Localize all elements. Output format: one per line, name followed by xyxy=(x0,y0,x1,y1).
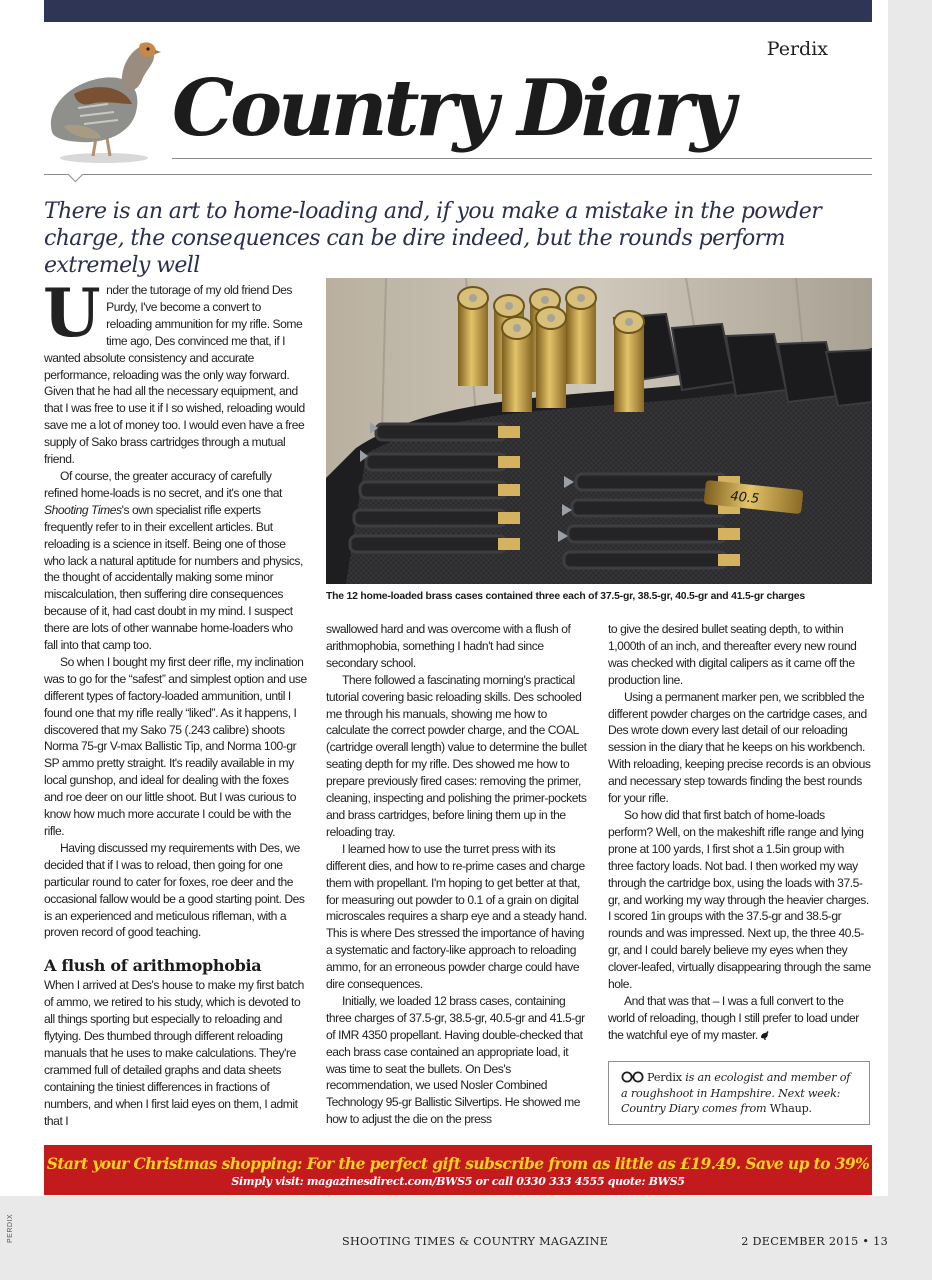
paragraph: So when I bought my first deer rifle, my inclination was to go for the “safest” and simplest option and use different types of factory-loaded ammunition, until I found one that my rifle really “liked”. As it happens, I discovered that my Sako 75 (.243 calibre) shoots Norma 75-gr V-max Ballistic Tip, and Norma 100-gr SP ammo pretty straight. It's readily available in my local gunshop, and ideal for dealing with the foxes and roe deer on our little shoot. But I was curious to know how much more accurate I could be with the rifle. xyxy=(44,654,307,838)
paragraph: So how did that first batch of home-loads perform? Well, on the makeshift rifle range and lying prone at 100 yards, I first shot a 1.5in group with three factory loads. Not bad. I then worked my way through the cartridge box, using the loads with 37.5-gr, and working my way through the heavier charges. I scored 1in groups with the 37.5-gr and 38.5-gr rounds and was impressed. Next up, the three 40.5-gr, and I could barely believe my eyes when they clover-leafed, virtually disappearing through the same hole. xyxy=(608,807,871,992)
photo-caption: The 12 home-loaded brass cases contained three each of 37.5-gr, 38.5-gr, 40.5-gr and 41.5-gr charges xyxy=(326,591,805,602)
cartridge-photo xyxy=(326,278,872,584)
bio-text: is an ecologist and member of a roughshoot in Hampshire. Next week: Country Diary comes from xyxy=(621,1071,851,1115)
side-credit: PERDIX xyxy=(7,1213,14,1243)
binoculars-icon xyxy=(621,1071,645,1083)
paragraph: There followed a fascinating morning's practical tutorial covering basic reloading skills. Des schooled me through his manuals, showing me how to calculate the correct powder charge, and the COAL (cartridge overall length) value to determine the bullet seating depth for my rifle. Des showed me how to prepare previously fired cases: removing the primer, cleaning, inspecting and polishing the primer-pockets and brass cartridges, before lining them up in the reloading tray. xyxy=(326,672,587,839)
paragraph: Having discussed my requirements with Des, we decided that if I was to reload, then going for one particular round to cater for foxes, roe deer and the occasional fallow would be a good starting point. Des is an experienced and meticulous rifleman, with a proven record of good teaching. xyxy=(44,840,305,940)
article-column-3 xyxy=(608,621,872,1044)
paragraph: I learned how to use the turret press with its different dies, and how to re-prime cases and charge them with propellant. I'm hoping to get better at that, for measuring out powder to 0.1 of a grain on digital microscales requires a sharp eye and a steady hand. This is where Des stressed the importance of having a systematic and factory-like approach to reloading ammo, for an erroneous powder charge could have dire consequences. xyxy=(326,841,587,992)
top-color-bar xyxy=(44,0,872,22)
paragraph: Initially, we loaded 12 brass cases, containing three charges of 37.5-gr, 38.5-gr, 40.5-gr and 41.5-gr of IMR 4350 propellant. Having double-checked that each brass case contained an appropriate load, it was time to seat the bullets. On Des's recommendation, we used Nosler Combined Technology 95-gr Ballistic Silvertips. He showed me how to adjust the die on the press xyxy=(326,993,585,1127)
subscription-banner[interactable] xyxy=(44,1145,872,1195)
standfirst: There is an art to home-loading and, if you make a mistake in the powder charge, the consequences can be dire indeed, but the rounds perform extremely well xyxy=(44,199,822,278)
paragraph xyxy=(43,274,308,468)
article-column-1 xyxy=(43,274,308,1130)
masthead-rule xyxy=(172,158,872,159)
masthead-title: Country Diary xyxy=(172,63,732,154)
divider-notch xyxy=(68,167,84,183)
partridge-silhouette-icon xyxy=(760,1030,769,1040)
paragraph xyxy=(608,993,872,1044)
paragraph: swallowed hard and was overcome with a flush of arithmophobia, something I hadn't had since secondary school. xyxy=(326,622,571,670)
paragraph: Using a permanent marker pen, we scribbled the different powder charges on the cartridge cases, and Des wrote down every last detail of our reloading session in the diary that he keeps on his workbench. With reloading, keeping precise records is an obvious and necessary step towards finding the best rounds for your rifle. xyxy=(608,689,871,806)
paragraph-text: Of course, the greater accuracy of carefully refined home-loads is no secret, and it's one that xyxy=(44,468,282,500)
partridge-illustration xyxy=(44,34,166,168)
drop-cap: U xyxy=(43,274,101,352)
paragraph: When I arrived at Des's house to make my first batch of ammo, we retired to his study, which is devoted to all things sporting but especially to reloading and flytying. Des thumbed through different reloading manuals that he uses to make calculations. They're crammed full of detailed graphs and data sheets containing the tiniest differences in fractions of numbers, and when I first laid eyes on them, I admit that I xyxy=(44,978,304,1128)
publication-name: Shooting Times xyxy=(44,502,122,517)
author-name: Perdix xyxy=(647,1071,682,1084)
article-column-2 xyxy=(326,621,590,1128)
paragraph-text: 's own specialist rifle experts frequently refer to in their excellent articles. But reloading is a science in itself. Being one of those who lack a natural aptitude for numbers and physics, the thought of accidentally making some minor miscalculation, then suffering dire consequences because of it, had cast doubt in my mind. I suspect there are lots of other wannabe home-loaders who fall into that camp too. xyxy=(44,502,303,653)
header-divider xyxy=(44,174,872,175)
promo-headline: Start your Christmas shopping: For the perfect gift subscribe from as little as £19.49. Save up to 39% xyxy=(46,1154,870,1173)
author-bio-box xyxy=(608,1061,870,1125)
next-author-name: Whaup. xyxy=(769,1102,812,1115)
paragraph: to give the desired bullet seating depth, to within 1,000th of an inch, and thereafter every new round was checked with digital calipers as it came off the production line. xyxy=(608,622,857,687)
paragraph-text: nder the tutorage of my old friend Des Purdy, I've become a convert to reloading ammunition for my rifle. Some time ago, Des convinced me that, if I wanted absolute consistency and accurate performance, reloading was the only way forward. Given that he had all the necessary equipment, and that I was free to use it if I so wished, reloading would save me a lot of money too. I would even have a free supply of Sako brass cartridges through a mutual friend. xyxy=(44,283,305,467)
paragraph xyxy=(44,468,308,654)
promo-details[interactable]: Simply visit: magazinesdirect.com/BWS5 or call 0330 333 4555 quote: BWS5 xyxy=(231,1175,685,1188)
footer-date-page: 2 DECEMBER 2015 • 13 xyxy=(741,1235,888,1248)
paragraph-text: And that was that – I was a full convert to the world of reloading, though I still prefer to load under the watchful eye of my master. xyxy=(608,993,859,1042)
footer-magazine-name: SHOOTING TIMES & COUNTRY MAGAZINE xyxy=(342,1235,609,1248)
section-label: Perdix xyxy=(766,38,828,60)
case-marking: 40.5 xyxy=(729,489,760,508)
subheading: A flush of arithmophobia xyxy=(44,956,262,976)
